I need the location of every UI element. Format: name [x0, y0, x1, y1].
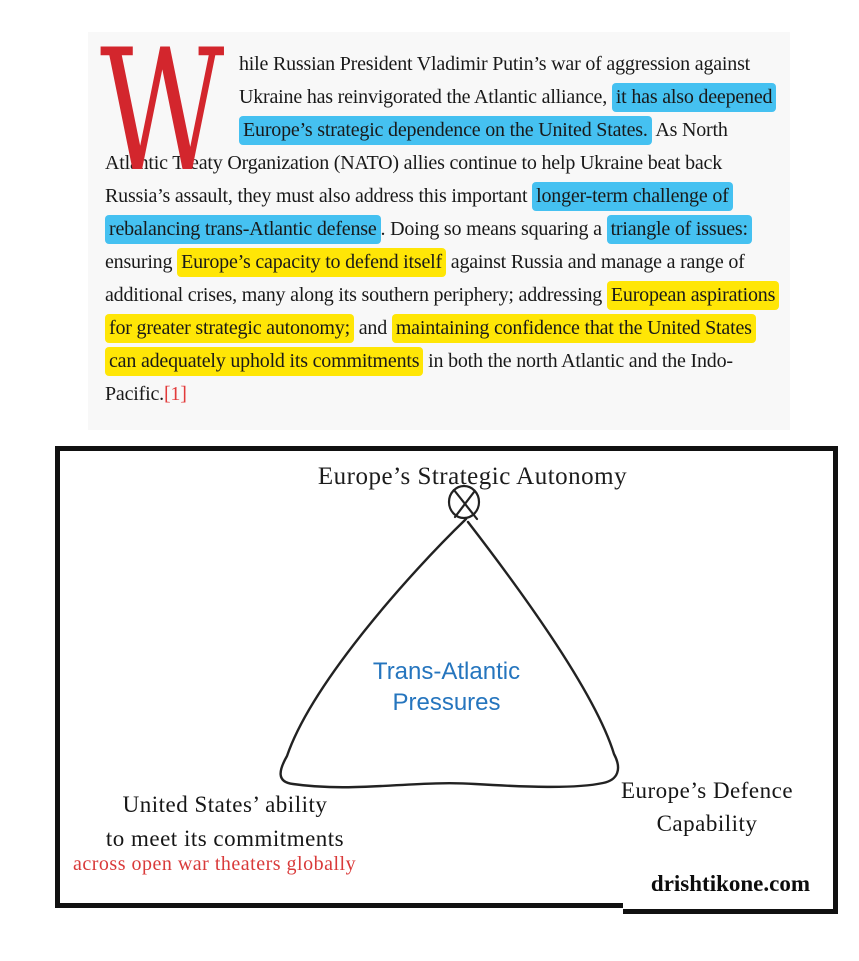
- watermark: drishtikone.com: [650, 871, 810, 896]
- highlighted-text-blue: longer-term challenge of rebalancing trans-Atlantic defense: [105, 182, 733, 244]
- drop-cap-letter: W: [100, 13, 225, 209]
- center-label-line1: Trans-Atlantic: [372, 658, 521, 685]
- footnote-ref-1[interactable]: [1]: [163, 383, 187, 405]
- paragraph-text: against Russia and manage a range of additional crises, many along its southern periphery; addressing: [105, 251, 745, 306]
- circled-x-icon: [449, 486, 479, 519]
- highlighted-text-yellow: maintaining confidence that the United States can adequately uphold its commitments: [105, 314, 756, 376]
- article-paragraph: [100, 13, 776, 411]
- paragraph-text: and: [353, 317, 392, 339]
- highlighted-text-blue: it has also deepened Europe’s strategic dependence on the United States.: [239, 83, 776, 145]
- center-label-line2: Pressures: [392, 689, 501, 716]
- paragraph-text: . Doing so means squaring a: [380, 218, 607, 240]
- bottom-left-label: [66, 788, 384, 856]
- article-panel: [88, 13, 790, 430]
- paragraph-text: hile Russian President Vladimir Putin’s war of aggression against Ukraine has reinvigorated the Atlantic alliance,: [239, 53, 751, 108]
- bottom-right-label: [568, 774, 846, 840]
- bottom-left-label-line2: to meet its commitments: [105, 826, 345, 851]
- bottom-left-note: across open war theaters globally: [73, 853, 357, 875]
- bottom-right-label-line2: Capability: [656, 811, 758, 836]
- highlighted-text-yellow: Europe’s capacity to defend itself: [177, 248, 446, 277]
- paragraph-text: As North Atlantic Treaty Organization (NATO) allies continue to help Ukraine beat back Russia’s assault, they must also address this important: [105, 119, 728, 207]
- diagram-title: Europe’s Strategic Autonomy: [317, 463, 628, 490]
- highlighted-text-yellow: European aspirations for greater strategic autonomy;: [105, 281, 779, 343]
- bottom-left-label-line1: United States’ ability: [122, 792, 328, 817]
- triangle-outline: [281, 519, 618, 787]
- highlighted-text-blue: triangle of issues:: [607, 215, 752, 244]
- border-step-artifact: [623, 902, 838, 914]
- paragraph-text: ensuring: [105, 251, 178, 273]
- bottom-right-label-line1: Europe’s Defence: [620, 778, 794, 803]
- diagram-panel: [55, 446, 838, 908]
- center-label: [60, 656, 833, 718]
- paragraph-text: in both the north Atlantic and the Indo-Pacific.: [105, 350, 733, 405]
